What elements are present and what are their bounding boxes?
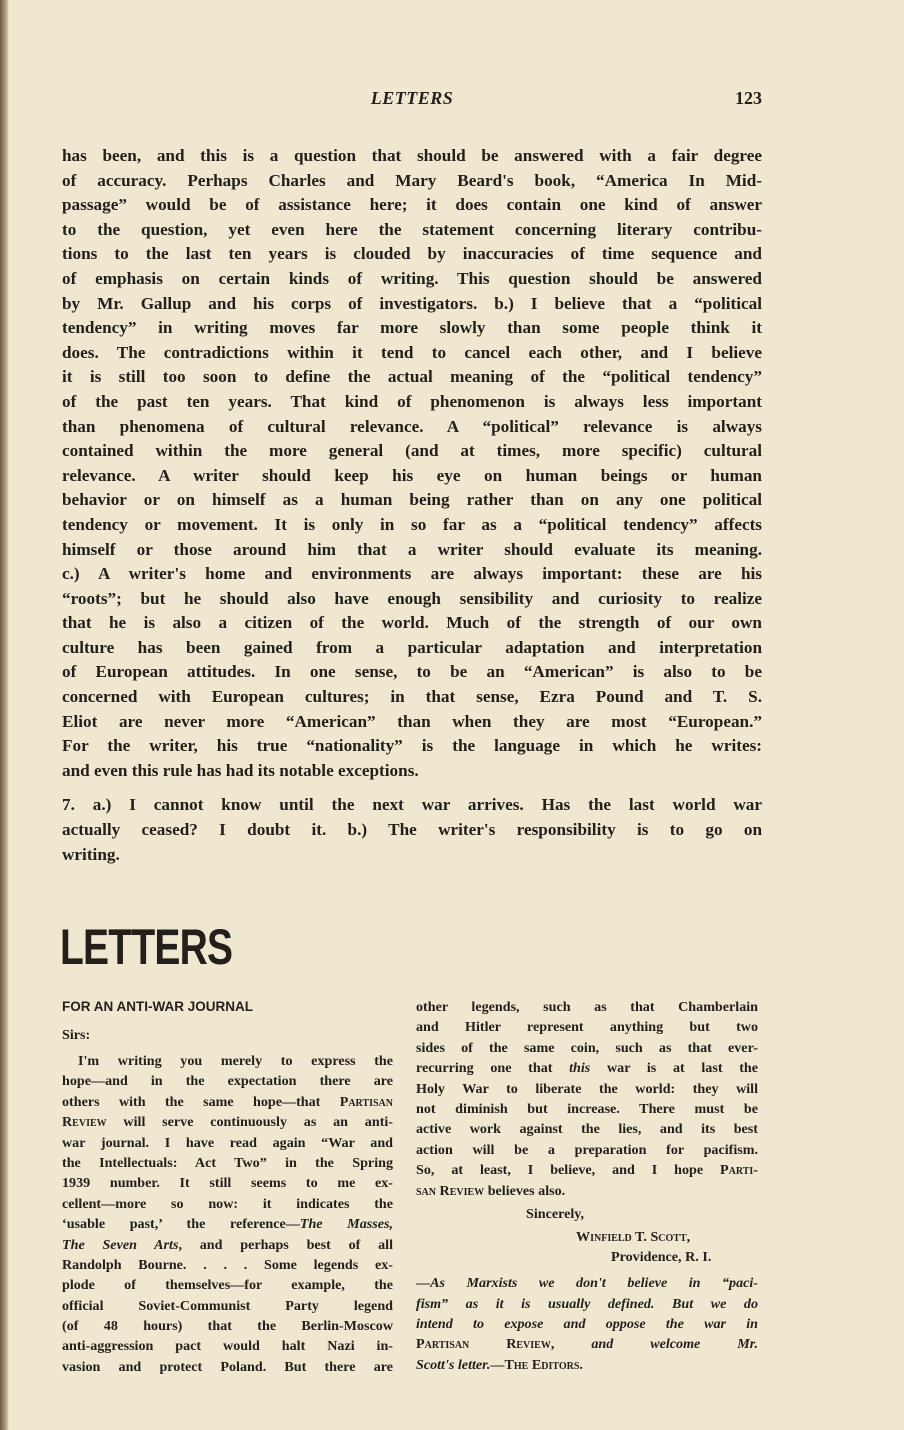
text-segment: (of 48 hours) that the Berlin-Moscow — [62, 1318, 393, 1335]
text-line: Eliot are never more “American” than when they are most “European.” — [62, 711, 762, 731]
text-line — [416, 997, 758, 1017]
text-line: writing. — [62, 844, 120, 864]
text-line: than phenomena of cultural relevance. A “political” relevance is always — [62, 416, 762, 436]
text-segment: Randolph Bourne. . . . Some legends ex- — [62, 1256, 393, 1273]
text-segment: hope—and in the expectation there are — [62, 1073, 393, 1090]
text-segment: and welcome Mr. — [554, 1336, 758, 1353]
text-line — [62, 1296, 393, 1316]
text-line — [62, 1092, 393, 1112]
text-line — [62, 1357, 393, 1377]
text-segment: Scott's letter. — [416, 1356, 491, 1373]
text-line: 7. a.) I cannot know until the next war arrives. Has the last world war — [62, 795, 762, 815]
text-segment: The Masses, — [299, 1216, 393, 1233]
text-segment: fism” as it is usually defined. But we do — [416, 1295, 758, 1312]
text-line — [416, 1079, 758, 1099]
text-segment: cellent—more so now: it indicates the — [62, 1195, 393, 1212]
text-line: tions to the last ten years is clouded by inaccuracies of time sequence and — [62, 244, 762, 264]
text-segment: The Seven Arts — [62, 1236, 179, 1253]
text-line — [62, 1194, 393, 1214]
text-segment: — — [490, 1356, 505, 1373]
text-line — [416, 1294, 758, 1314]
text-line: tendency or movement. It is only in so far as a “political tendency” affects — [62, 514, 762, 534]
text-line: behavior or on himself as a human being rather than on any one political — [62, 490, 762, 510]
text-segment: Review — [62, 1114, 107, 1131]
text-line — [416, 1314, 758, 1334]
text-line: “roots”; but he should also have enough sensibility and curiosity to realize — [62, 588, 762, 608]
text-segment: plode of themselves—for example, the — [62, 1277, 393, 1294]
text-line — [62, 1112, 393, 1132]
text-line — [62, 1336, 393, 1356]
text-line — [62, 1316, 393, 1336]
text-line: c.) A writer's home and environments are always important: these are his — [62, 564, 762, 584]
text-line — [416, 1334, 758, 1354]
text-segment: war is at last the — [590, 1060, 758, 1077]
text-line — [416, 1160, 758, 1180]
text-line — [416, 1355, 758, 1375]
right-column — [416, 997, 758, 1375]
text-line: relevance. A writer should keep his eye on human beings or human — [62, 465, 762, 485]
text-line — [62, 1071, 393, 1091]
main-text — [62, 144, 762, 867]
text-segment: the Intellectuals: Act Two” in the Spring — [62, 1154, 393, 1171]
signature-name: Winfield T. Scott, — [576, 1228, 691, 1245]
text-segment: others with the same hope—that — [62, 1093, 340, 1110]
text-line: culture has been gained from a particular adaptation and interpretation — [62, 637, 762, 657]
text-segment: action will be a preparation for pacifism. — [416, 1141, 758, 1158]
text-line — [62, 1153, 393, 1173]
left-column — [62, 997, 393, 1377]
text-segment: 1939 number. It still seems to me ex- — [62, 1175, 393, 1192]
text-segment: war journal. I have read again “War and — [62, 1134, 393, 1151]
text-segment: recurring one that — [416, 1060, 570, 1077]
text-line — [62, 1133, 393, 1153]
text-line — [416, 1038, 758, 1058]
text-line: to the question, yet even here the statement concerning literary contribu- — [62, 219, 762, 239]
text-line — [416, 1058, 758, 1078]
text-segment: Holy War to liberate the world: they will — [416, 1080, 758, 1097]
text-segment: Partisan — [339, 1093, 393, 1110]
text-segment: active work against the lies, and its best — [416, 1121, 758, 1138]
text-segment: san Review — [416, 1182, 485, 1199]
text-line — [416, 1181, 758, 1201]
text-line: and even this rule has had its notable exceptions. — [62, 760, 419, 780]
page-number: 123 — [735, 88, 762, 108]
text-segment: , and perhaps best of all — [178, 1236, 393, 1253]
text-line: himself or those around him that a writer should evaluate its meaning. — [62, 539, 762, 559]
text-line: it is still too soon to define the actual meaning of the “political tendency” — [62, 367, 762, 387]
text-line: does. The contradictions within it tend to cancel each other, and I believe — [62, 342, 762, 362]
paragraph — [62, 144, 762, 783]
text-line — [416, 1017, 758, 1037]
salutation: Sirs: — [62, 1027, 91, 1043]
text-segment: this — [569, 1060, 591, 1077]
text-line — [62, 1235, 393, 1255]
text-line: tendency” in writing moves far more slowly than some people think it — [62, 318, 762, 338]
text-segment: vasion and protect Poland. But there are — [62, 1358, 393, 1375]
text-line: actually ceased? I doubt it. b.) The writer's responsibility is to go on — [62, 820, 762, 840]
closing: Sincerely, — [526, 1205, 585, 1222]
page-binding-shadow — [0, 0, 9, 1430]
text-line: of the past ten years. That kind of phenomenon is always less important — [62, 391, 762, 411]
text-segment: So, at least, I believe, and I hope — [416, 1162, 721, 1179]
text-line — [416, 1099, 758, 1119]
text-segment: anti-aggression pact would halt Nazi in- — [62, 1338, 393, 1355]
text-line — [62, 1255, 393, 1275]
text-segment: sides of the same coin, such as that ever- — [416, 1039, 758, 1056]
text-segment: —As Marxists we don't believe in “paci- — [416, 1275, 758, 1292]
text-segment: Partisan Review, — [416, 1336, 555, 1353]
text-line — [416, 1140, 758, 1160]
text-line: that he is also a citizen of the world. Much of the strength of our own — [62, 613, 762, 633]
text-line: of accuracy. Perhaps Charles and Mary Beard's book, “America In Mid- — [62, 170, 762, 190]
text-segment: believes also. — [484, 1182, 566, 1199]
text-line — [62, 1051, 393, 1071]
letter-subheading: FOR AN ANTI-WAR JOURNAL — [62, 999, 253, 1014]
text-segment: other legends, such as that Chamberlain — [416, 999, 758, 1015]
text-segment: Parti- — [720, 1162, 758, 1179]
text-line: has been, and this is a question that should be answered with a fair degree — [62, 146, 762, 165]
text-segment: and Hitler represent anything but two — [416, 1019, 758, 1036]
text-line: by Mr. Gallup and his corps of investigators. b.) I believe that a “political — [62, 293, 762, 313]
section-heading: LETTERS — [60, 919, 233, 975]
text-line: For the writer, his true “nationality” is the language in which he writes: — [62, 736, 762, 756]
text-line: passage” would be of assistance here; it does contain one kind of answer — [62, 195, 762, 215]
text-line — [62, 1275, 393, 1295]
text-segment: I'm writing you merely to express the — [78, 1053, 393, 1069]
running-title: LETTERS — [370, 88, 454, 108]
text-line: contained within the more general (and at times, more specific) cultural — [62, 441, 762, 461]
text-segment: will serve continuously as an anti- — [106, 1114, 393, 1131]
paragraph — [62, 793, 762, 867]
text-line: of emphasis on certain kinds of writing. This question should be answered — [62, 268, 762, 288]
page-header — [62, 88, 762, 114]
signature-place: Providence, R. I. — [611, 1249, 712, 1266]
text-line — [62, 1214, 393, 1234]
text-segment: ‘usable past,’ the reference— — [62, 1216, 300, 1233]
text-segment: intend to expose and oppose the war in — [416, 1316, 758, 1333]
text-line: concerned with European cultures; in that sense, Ezra Pound and T. S. — [62, 687, 762, 707]
text-line — [416, 1119, 758, 1139]
text-line — [416, 1273, 758, 1293]
text-line: of European attitudes. In one sense, to be an “American” is also to be — [62, 662, 762, 682]
text-segment: not diminish but increase. There must be — [416, 1100, 758, 1117]
text-line — [62, 1173, 393, 1193]
text-segment: The Editors. — [504, 1356, 583, 1373]
text-segment: official Soviet-Communist Party legend — [62, 1297, 393, 1314]
